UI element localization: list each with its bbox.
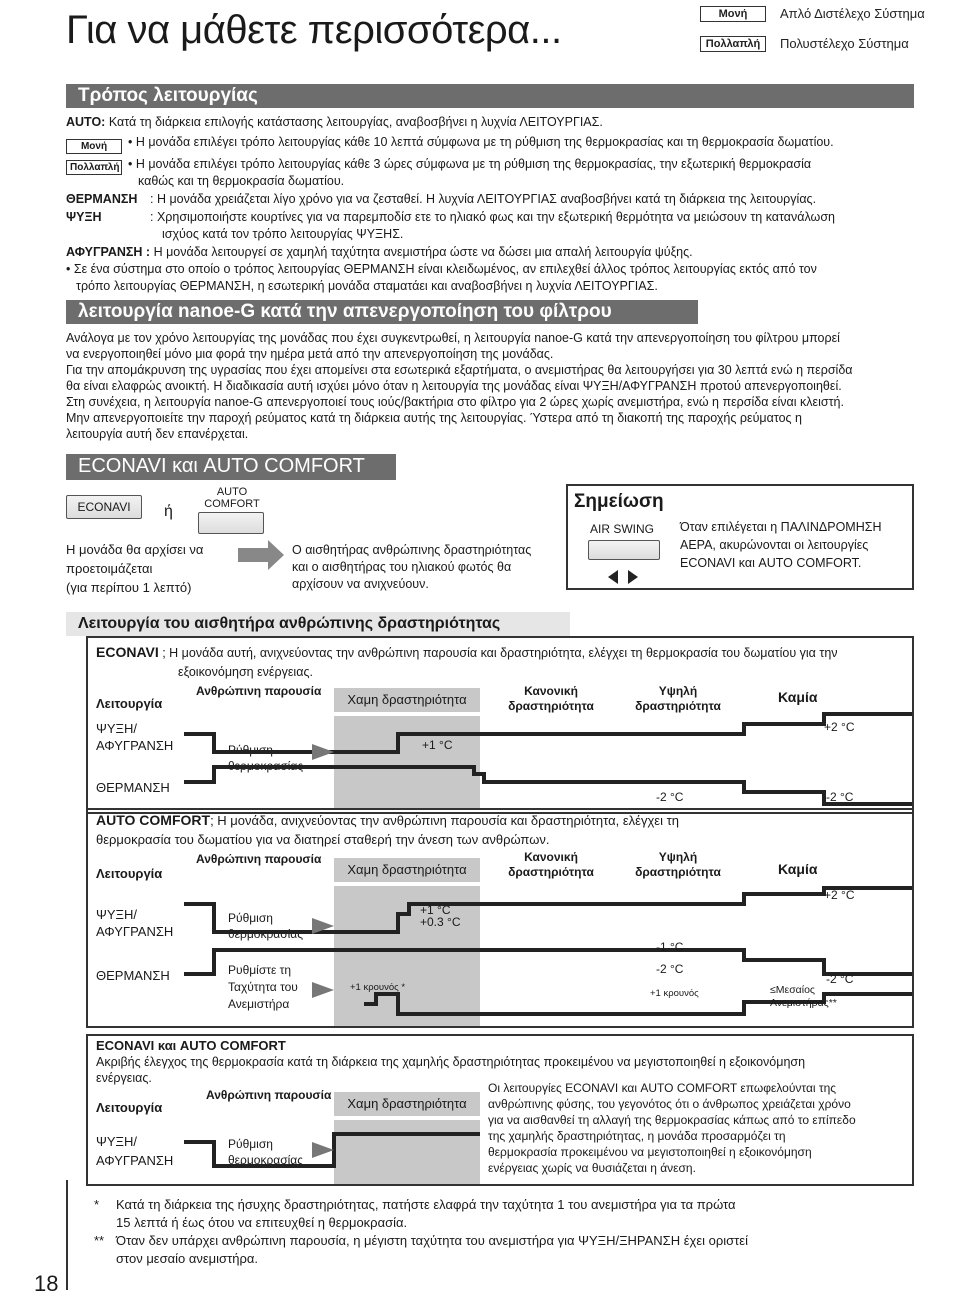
section-heading-econavi: ECONAVI και AUTO COMFORT: [66, 454, 396, 480]
col-presence: Ανθρώπινη παρουσία: [196, 852, 322, 866]
sensors-text: Ο αισθητήρας ανθρώπινης δραστηριότητας και ο αισθητήρας του ηλιακού φωτός θα αρχίσουν να ανιχνεύουν.: [292, 543, 532, 591]
temp-setting-label: Ρύθμιση θερμοκρασίας: [228, 911, 303, 941]
auto-comfort-panel: [86, 808, 914, 1028]
value-minus2-b: -2 °C: [826, 790, 854, 804]
col-high: Υψηλή δραστηριότητα: [635, 850, 721, 879]
col-low: Χαμη δραστηριότητα: [334, 688, 480, 712]
combined-title: ECONAVI και AUTO COMFORT: [96, 1038, 286, 1053]
nanoe-line: Για την απομάκρυνση της υγρασίας που έχει απομείνει στα εσωτερικά εξαρτήματα, ο ανεμιστήρας θα λειτουργήσει για 30 λεπτά ενώ η περσίδα: [66, 363, 853, 377]
value-plus2: +2 °C: [824, 888, 855, 902]
note-text: Όταν επιλέγεται η ΠΑΛΙΝΔΡΟΜΗΣΗ ΑΕΡΑ, ακυρώνονται οι λειτουργίες ECONAVI και AUTO COMFORT.: [680, 520, 882, 570]
legend-text-single: Απλό Διστέλεχο Σύστημα: [780, 6, 925, 21]
cool-description-line1: : Χρησιμοποιήστε κουρτίνες για να παρεμποδίσ ετε το ηλιακό φως και την εξωτερική θερμότητα να μειώσουν τη κατανάλωση: [150, 210, 835, 224]
note-title: Σημείωση: [574, 491, 664, 512]
row-cool-dry: ΨΥΞΗ/ ΑΦΥΓΡΑΝΣΗ: [96, 907, 174, 939]
tag-multi: Πολλαπλή: [66, 160, 122, 175]
value-plus2: +2 °C: [824, 720, 855, 734]
row-heat: ΘΕΡΜΑΝΣΗ: [96, 780, 170, 795]
temp-setting-label: Ρύθμιση θερμοκρασίας: [228, 1137, 303, 1167]
dry-description: ΑΦΥΓΡΑΝΣΗ : Η μονάδα λειτουργεί σε χαμηλή ταχύτητα ανεμιστήρα ώστε να δώσει μια απαλή λειτουργία ψύξης.: [66, 245, 693, 259]
auto-comfort-desc-line2: θερμοκρασία του δωματίου για να διατηρεί σταθερή την άνεση των ανθρώπων.: [96, 832, 550, 847]
section-heading-nanoe: λειτουργία nanoe-G κατά την απενεργοποίηση του φίλτρου: [66, 300, 698, 324]
prepare-text: Η μονάδα θα αρχίσει να προετοιμάζεται (για περίπου 1 λεπτό): [66, 542, 204, 595]
page-number: 18: [34, 1271, 59, 1296]
cool-description-line2: ισχύος κατά τον τρόπο λειτουργίας ΨΥΞΗΣ.: [162, 227, 404, 241]
econavi-button[interactable]: ECONAVI: [66, 495, 142, 519]
nanoe-line: Στη συνέχεια, η λειτουργία nanoe-G απενεργοποιεί τους ιούς/βακτήρια στο φίλτρο για 2 ώρες χωρίς ανεμιστήρα, ενώ η περσίδα είναι κλειστή.: [66, 395, 844, 409]
value-plus1: +1 °C: [420, 903, 451, 917]
air-swing-button[interactable]: [588, 540, 660, 560]
col-normal: Κανονική δραστηριότητα: [508, 850, 594, 879]
note-box: [566, 484, 914, 590]
legend-tag-single: Μονή: [700, 6, 766, 22]
or-text: ή: [164, 503, 173, 520]
col-operation: Λειτουργία: [96, 866, 163, 881]
econavi-panel: [86, 636, 914, 814]
fan-setting-label: Ρυθμίστε τη Ταχύτητα του Ανεμιστήρα: [228, 963, 298, 1011]
col-operation: Λειτουργία: [96, 696, 163, 711]
single-description: • Η μονάδα επιλέγει τρόπο λειτουργίας κάθε 10 λεπτά σύμφωνα με τη ρύθμιση της θερμοκρασίας και τη θερμοκρασία δωματίου.: [128, 135, 834, 149]
row-heat: ΘΕΡΜΑΝΣΗ: [96, 968, 170, 983]
col-low: Χαμη δραστηριότητα: [334, 1092, 480, 1116]
econavi-panel-desc-line1: ECONAVI ; Η μονάδα αυτή, ανιχνεύοντας την ανθρώπινη παρουσία και δραστηριότητα, ελέγχει τη θερμοκρασία του δωματίου για την: [96, 644, 838, 660]
nanoe-line: Μην απενεργοποιείτε την παροχή ρεύματος κατά τη διάρκεια αυτής της λειτουργίας. Ύστερα από τη διακοπή της παροχής ρεύματος η: [66, 411, 802, 425]
nanoe-line: θα είναι ελαφρώς ανοικτή. Η διαδικασία αυτή ισχύει μόνο όταν η λειτουργία της μονάδας είναι ΨΥΞΗ/ΑΦΥΓΡΑΝΣΗ προτού απενεργοποιηθεί.: [66, 379, 842, 393]
nanoe-line: να ενεργοποιηθεί μόνο μια φορά την ημέρα μετά από την απενεργοποίηση της μονάδας.: [66, 347, 554, 361]
heat-lock-note-line2: τρόπο λειτουργίας ΘΕΡΜΑΝΣΗ, η εσωτερική μονάδα σταματάει και αναβοσβήνει η λυχνία ΛΕΙΤΟΥΡΓΙΑΣ.: [76, 279, 658, 293]
col-operation: Λειτουργία: [96, 1100, 163, 1115]
econavi-temp-graph: [184, 712, 912, 812]
row-cool-dry: ΨΥΞΗ/ ΑΦΥΓΡΑΝΣΗ: [96, 721, 174, 753]
page-margin-rule: [66, 1180, 68, 1290]
footnote-2: ** Όταν δεν υπάρχει ανθρώπινη παρουσία, η μέγιστη ταχύτητα του ανεμιστήρα για ΨΥΞΗ/ΞΗΡΑΝΣΗ έχει οριστεί στον μεσαίο ανεμιστήρα.: [94, 1233, 748, 1266]
col-presence: Ανθρώπινη παρουσία: [196, 684, 322, 698]
heat-label: ΘΕΡΜΑΝΣΗ: [66, 192, 138, 206]
arrow-right-icon: [238, 540, 286, 570]
col-none: Καμία: [778, 689, 818, 705]
fan-step-2: +1 κρουνός: [650, 988, 699, 999]
combined-temp-graph: [184, 1120, 484, 1184]
sensor-heading: Λειτουργία του αισθητήρα ανθρώπινης δραστηριότητας: [66, 612, 570, 636]
econavi-panel-desc-line2: εξοικονόμηση ενέργειας.: [178, 665, 313, 679]
multi-description-line1: • Η μονάδα επιλέγει τρόπο λειτουργίας κάθε 3 ώρες σύμφωνα με τη ρύθμιση της θερμοκρασίας, την εξωτερική θερμοκρασία: [128, 157, 812, 171]
footnote-1: * Κατά τη διάρκεια της ήσυχης δραστηριότητας, πατήστε ελαφρά την ταχύτητα 1 του ανεμιστήρα για τα πρώτα 15 λεπτά ή έως ότου να επιτευχθεί η θερμοκρασία.: [94, 1197, 736, 1230]
value-minus2-a: -2 °C: [656, 962, 684, 976]
section-heading-mode: Τρόπος λειτουργίας: [66, 84, 914, 108]
combined-explanation: Οι λειτουργίες ECONAVI και AUTO COMFORT επωφελούνται της ανθρώπινης φύσης, του γεγονότος ότι ο άνθρωπος χρειάζεται χρόνο για να αισθανθεί τη αλλαγή της θερμοκρασίας κάπως από το επίπεδο της χαμηλής δραστηριότητας, η μονάδα προσαρμόζει τη θερμοκρασία προκειμένου να μεγιστοποιηθεί η εξοικονόμηση ενέργειας χωρίς να θυσιάζεται η άνεση.: [488, 1081, 856, 1175]
nanoe-line: λειτουργία αυτή δεν επανέρχεται.: [66, 427, 249, 441]
medium-fan-label: ≤Μεσαίος Ανεμιστήρας**: [770, 984, 837, 1009]
value-plus1: +1 °C: [422, 738, 453, 752]
col-none: Καμία: [778, 861, 818, 877]
left-right-arrows-icon: [608, 570, 638, 584]
heat-lock-note-line1: • Σε ένα σύστημα στο οποίο ο τρόπος λειτουργίας ΘΕΡΜΑΝΣΗ είναι κλειδωμένος, αν επιλεχθεί άλλος τρόπος λειτουργίας εκτός από τον: [66, 262, 817, 276]
cool-label: ΨΥΞΗ: [66, 210, 102, 224]
fan-step-1: +1 κρουνός *: [350, 982, 406, 993]
combined-panel: [86, 1034, 914, 1186]
value-minus2-a: -2 °C: [656, 790, 684, 804]
value-plus03: +0.3 °C: [420, 915, 461, 929]
legend-tag-multi: Πολλαπλή: [700, 36, 766, 52]
col-low: Χαμη δραστηριότητα: [334, 858, 480, 882]
col-normal: Κανονική δραστηριότητα: [508, 684, 594, 713]
tag-single: Μονή: [66, 139, 122, 154]
page-title: Για να μάθετε περισσότερα...: [66, 8, 562, 52]
nanoe-text: [66, 330, 916, 442]
auto-description: AUTO: Κατά τη διάρκεια επιλογής κατάστασης λειτουργίας, αναβοσβήνει η λυχνία ΛΕΙΤΟΥΡΓΙΑΣ.: [66, 115, 603, 129]
auto-comfort-label: AUTO COMFORT: [204, 486, 260, 510]
multi-description-line2: καθώς και τη θερμοκρασία δωματίου.: [138, 174, 345, 188]
nanoe-line: Ανάλογα με τον χρόνο λειτουργίας της μονάδας που έχει συγκεντρωθεί, η λειτουργία nanoe-G κατά την απενεργοποίηση του φίλτρου μπορεί: [66, 331, 840, 345]
heat-description: : Η μονάδα χρειάζεται λίγο χρόνο για να ζεσταθεί. Η λυχνία ΛΕΙΤΟΥΡΓΙΑΣ αναβοσβήνει κατά τη διάρκεια της λειτουργίας.: [150, 192, 817, 206]
col-presence: Ανθρώπινη παρουσία: [206, 1088, 332, 1102]
legend-text-multi: Πολυστέλεχο Σύστημα: [780, 36, 909, 51]
auto-comfort-button[interactable]: [198, 512, 264, 534]
value-minus2-b: -2 °C: [826, 972, 854, 986]
air-swing-label: AIR SWING: [590, 522, 655, 536]
combined-desc: Ακριβής έλεγχος της θερμοκρασία κατά τη διάρκεια της χαμηλής δραστηριότητας προκειμένου να μεγιστοποιηθεί η εξοικονόμηση ενέργειας.: [96, 1055, 806, 1085]
value-minus1: -1 °C: [656, 940, 684, 954]
temp-setting-label: Ρύθμιση θερμοκρασίας: [228, 743, 303, 773]
col-high: Υψηλή δραστηριότητα: [635, 684, 721, 713]
row-cool-dry: ΨΥΞΗ/ ΑΦΥΓΡΑΝΣΗ: [96, 1134, 174, 1168]
auto-comfort-desc-line1: AUTO COMFORT; Η μονάδα, ανιχνεύοντας την ανθρώπινη παρουσία και δραστηριότητα, ελέγχει τη: [96, 812, 679, 828]
